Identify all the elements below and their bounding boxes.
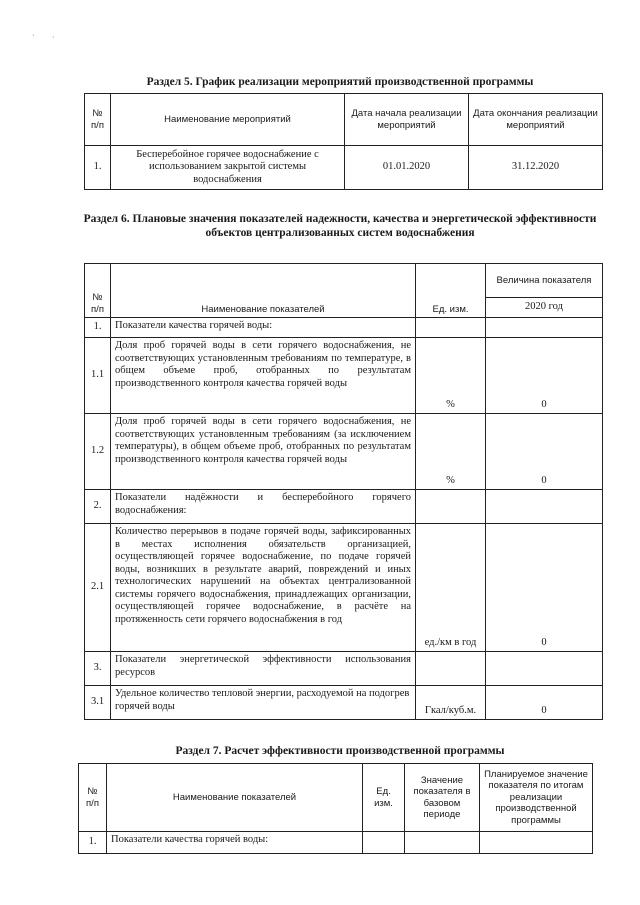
- table-row: [85, 146, 603, 190]
- header-plan: Планируемое значение показателя по итогам реализации производственной программы: [480, 764, 593, 832]
- header-name: Наименование показателей: [111, 264, 416, 318]
- header-num: № п/п: [85, 264, 111, 318]
- row-num: 1.: [79, 832, 107, 854]
- table-row: [85, 414, 603, 490]
- row-num: 2.1: [85, 524, 111, 652]
- row-unit: [416, 490, 486, 524]
- row-num: 1.: [85, 146, 111, 190]
- row-value: 0: [486, 524, 603, 652]
- row-name: Доля проб горячей воды в сети горячего водоснабжения, не соответствующих установленным требованиям по температуре, в общем объеме проб, отобранных по результатам производственного контроля качества горячей воды: [111, 338, 416, 414]
- row-num: 3.1: [85, 686, 111, 720]
- row-name: Показатели качества горячей воды:: [107, 832, 363, 854]
- row-unit: [416, 318, 486, 338]
- section-7-table: [78, 763, 593, 854]
- row-value: 0: [486, 414, 603, 490]
- header-value: Величина показателя: [486, 264, 603, 298]
- row-num: 1.1: [85, 338, 111, 414]
- row-end: 31.12.2020: [469, 146, 603, 190]
- row-name: Доля проб горячей воды в сети горячего водоснабжения, не соответствующих установленным требованиям (за исключением температуры), в общем объеме проб, отобранных по результатам производственного контроля качества горячей воды: [111, 414, 416, 490]
- row-plan: [480, 832, 593, 854]
- row-value: [486, 490, 603, 524]
- row-name: Удельное количество тепловой энергии, расходуемой на подогрев горячей воды: [111, 686, 416, 720]
- row-name: Количество перерывов в подаче горячей воды, зафиксированных в местах исполнения обязательств организацией, осуществляющей горячее водоснабжение, по подаче горячей воды, возникших в результате аварий, повреждений и иных технологических нарушений на объектах централизованной системы горячего водоснабжения, принадлежащих организации, осуществляющей горячее водоснабжение, в расчёте на протяженность сети горячего водоснабжения в год: [111, 524, 416, 652]
- row-unit: ед./км в год: [416, 524, 486, 652]
- row-num: 2.: [85, 490, 111, 524]
- row-unit: Гкал/куб.м.: [416, 686, 486, 720]
- row-name: Показатели качества горячей воды:: [111, 318, 416, 338]
- row-unit: %: [416, 414, 486, 490]
- section-7-title: Раздел 7. Расчет эффективности производственной программы: [175, 745, 505, 757]
- section-6-table: [84, 263, 603, 720]
- table-row: [85, 524, 603, 652]
- header-num: № п/п: [85, 94, 111, 146]
- row-num: 1.: [85, 318, 111, 338]
- header-name: Наименование показателей: [107, 764, 363, 832]
- header-name: Наименование мероприятий: [111, 94, 345, 146]
- header-end-date: Дата окончания реализации мероприятий: [469, 94, 603, 146]
- row-name: Показатели надёжности и бесперебойного горячего водоснабжения:: [111, 490, 416, 524]
- header-num: № п/п: [79, 764, 107, 832]
- row-base: [405, 832, 480, 854]
- row-unit: %: [416, 338, 486, 414]
- row-value: [486, 318, 603, 338]
- header-start-date: Дата начала реализации мероприятий: [345, 94, 469, 146]
- section-6-title: Раздел 6. Плановые значения показателей надежности, качества и энергетической эффективности объектов централизованных систем водоснабжения: [83, 213, 597, 239]
- header-unit: Ед. изм.: [363, 764, 405, 832]
- table-row: [85, 318, 603, 338]
- row-num: 1.2: [85, 414, 111, 490]
- scan-mark: ·: [32, 31, 35, 40]
- row-name: Показатели энергетической эффективности использования ресурсов: [111, 652, 416, 686]
- scan-mark: ·: [52, 33, 55, 42]
- table-row: [79, 832, 593, 854]
- row-name: Бесперебойное горячее водоснабжение с использованием закрытой системы водоснабжения: [111, 146, 345, 190]
- row-num: 3.: [85, 652, 111, 686]
- row-start: 01.01.2020: [345, 146, 469, 190]
- table-header-row: [85, 264, 603, 298]
- table-header-row: [85, 94, 603, 146]
- section-5-table: [84, 93, 603, 190]
- section-5-title: Раздел 5. График реализации мероприятий производственной программы: [146, 76, 534, 88]
- header-year: 2020 год: [486, 298, 603, 318]
- table-row: [85, 686, 603, 720]
- row-value: 0: [486, 338, 603, 414]
- row-value: [486, 652, 603, 686]
- header-base: Значение показателя в базовом периоде: [405, 764, 480, 832]
- row-unit: [363, 832, 405, 854]
- row-value: 0: [486, 686, 603, 720]
- table-row: [85, 652, 603, 686]
- table-header-row: [79, 764, 593, 832]
- table-row: [85, 338, 603, 414]
- header-unit: Ед. изм.: [416, 264, 486, 318]
- table-row: [85, 490, 603, 524]
- row-unit: [416, 652, 486, 686]
